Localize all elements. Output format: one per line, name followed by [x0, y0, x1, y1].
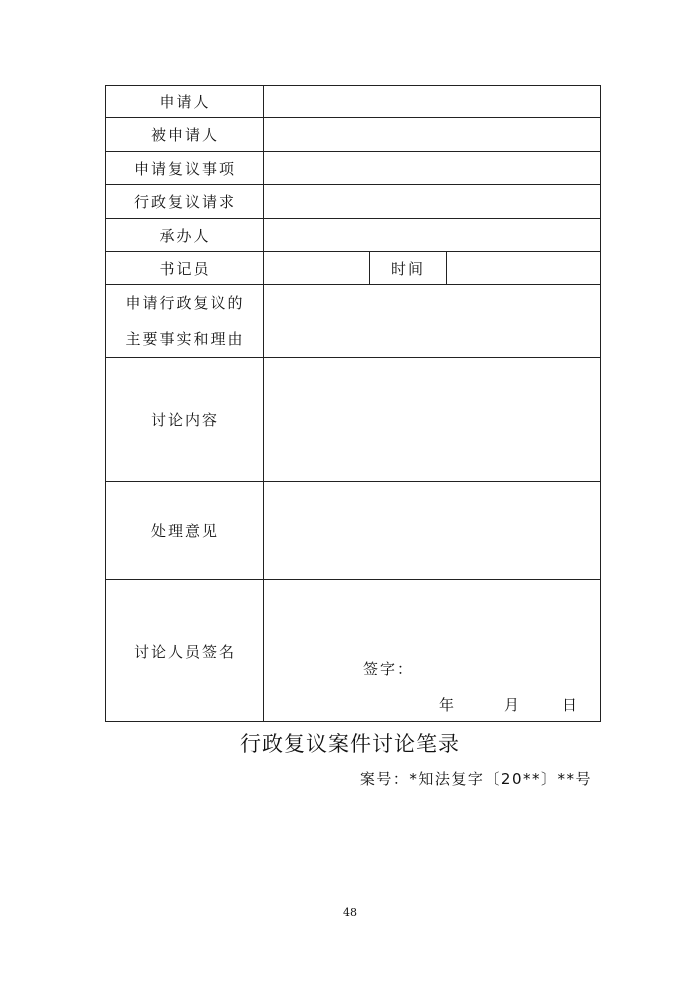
page-number: 48	[343, 906, 357, 919]
discussion-label: 讨论内容	[150, 411, 219, 429]
matter-label: 申请复议事项	[133, 159, 236, 178]
facts-label	[106, 285, 264, 357]
sign-label: 签字：	[363, 660, 415, 678]
applicant-label: 申请人	[159, 93, 211, 111]
opinion-label: 处理意见	[150, 522, 219, 540]
respondent-label: 被申请人	[150, 126, 219, 144]
time-label: 时间	[390, 259, 425, 278]
record-form-table	[105, 85, 601, 722]
handler-label: 承办人	[159, 226, 211, 245]
clerk-label: 书记员	[159, 259, 211, 278]
column-divider	[446, 251, 447, 284]
request-label: 行政复议请求	[133, 193, 236, 211]
year-label: 年	[439, 696, 457, 714]
month-label: 月	[504, 696, 522, 714]
facts-label-line2: 主要事实和理由	[125, 330, 245, 348]
case-number: 案号：*知法复字〔20**〕**号	[359, 770, 592, 788]
document-title: 行政复议案件讨论笔录	[240, 732, 460, 756]
facts-label-line1: 申请行政复议的	[125, 294, 245, 312]
day-label: 日	[562, 696, 580, 714]
signers-label: 讨论人员签名	[133, 642, 236, 661]
